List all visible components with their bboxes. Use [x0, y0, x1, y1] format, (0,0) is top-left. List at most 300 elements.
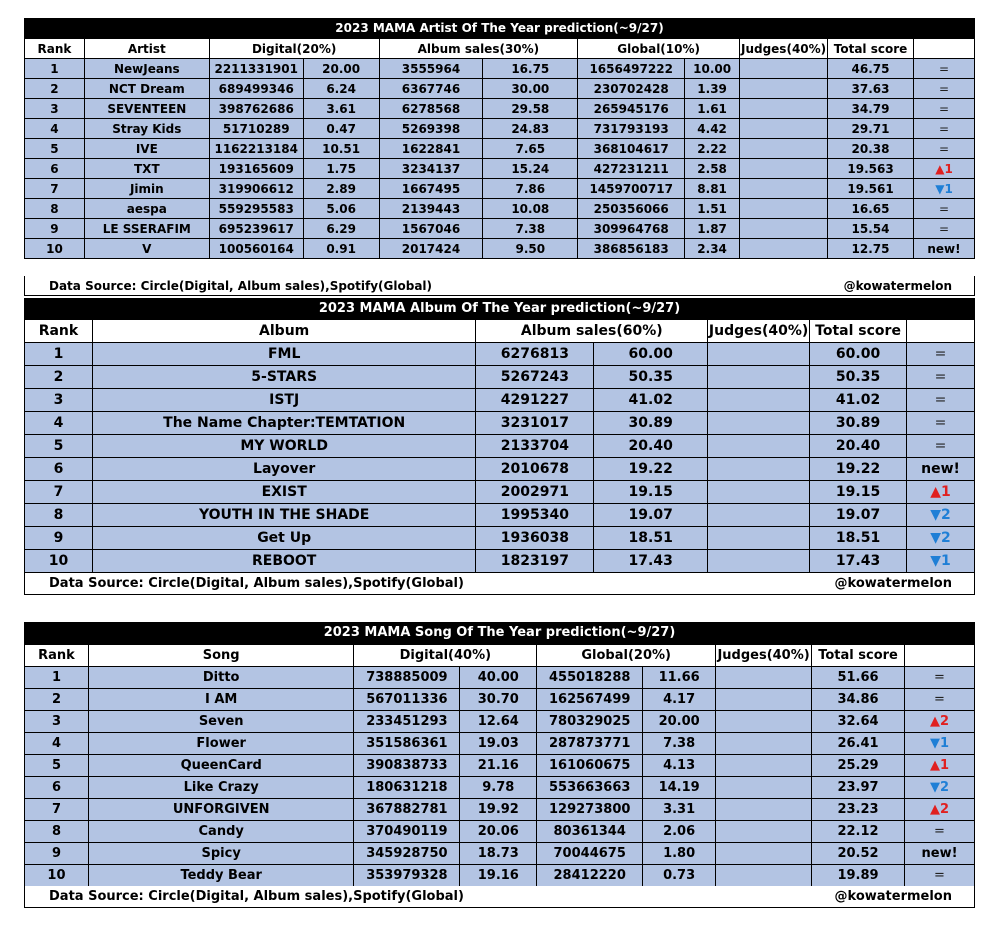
table-cell: 8	[25, 504, 93, 527]
table-cell: 23.23	[812, 799, 905, 821]
table-cell: The Name Chapter:TEMTATION	[92, 412, 476, 435]
table-row	[25, 366, 975, 389]
table-cell: 370490119	[354, 821, 460, 843]
table-cell: 233451293	[354, 711, 460, 733]
table-cell: I AM	[88, 689, 354, 711]
rank-change-cell: new!	[914, 239, 975, 259]
header-cell	[914, 39, 975, 59]
table-cell: 1.61	[685, 99, 740, 119]
artist-grid	[24, 38, 975, 259]
credit-handle: @kowatermelon	[834, 576, 952, 591]
table-cell: 16.75	[483, 59, 578, 79]
table-cell: 455018288	[537, 667, 643, 689]
table-row	[25, 527, 975, 550]
table-cell: 1.75	[303, 159, 379, 179]
table-cell: REBOOT	[92, 550, 476, 573]
table-cell: LE SSERAFIM	[84, 219, 209, 239]
table-cell: 1.80	[643, 843, 716, 865]
header-cell: Album sales(60%)	[476, 320, 708, 343]
table-cell: 9	[25, 219, 85, 239]
table-cell: Layover	[92, 458, 476, 481]
table-cell: 6.29	[303, 219, 379, 239]
table-cell: Teddy Bear	[88, 865, 354, 887]
table-cell: 398762686	[209, 99, 303, 119]
table-row	[25, 504, 975, 527]
table-cell: 19.92	[460, 799, 537, 821]
rank-change-cell: =	[905, 667, 975, 689]
rank-change-cell: ▲1	[914, 159, 975, 179]
rank-change-cell: =	[905, 865, 975, 887]
table-row	[25, 821, 975, 843]
rank-change-cell: ▲1	[907, 481, 975, 504]
rank-change-cell: ▼2	[907, 504, 975, 527]
table-cell: 20.00	[303, 59, 379, 79]
header-cell: Judges(40%)	[708, 320, 810, 343]
table-cell: 10.00	[685, 59, 740, 79]
table-cell: 21.16	[460, 755, 537, 777]
rank-change-cell: ▲2	[905, 711, 975, 733]
table-cell	[740, 199, 828, 219]
table-cell: 6278568	[379, 99, 483, 119]
table-cell: 2.58	[685, 159, 740, 179]
table-cell: 2211331901	[209, 59, 303, 79]
table-cell: aespa	[84, 199, 209, 219]
rank-change-cell: ▼1	[914, 179, 975, 199]
table-cell: 14.19	[643, 777, 716, 799]
artist-table-title: 2023 MAMA Artist Of The Year prediction(~9/27)	[24, 18, 975, 38]
table-cell: 1656497222	[578, 59, 685, 79]
table-row	[25, 179, 975, 199]
table-cell: 32.64	[812, 711, 905, 733]
rank-change-cell: ▼2	[905, 777, 975, 799]
table-cell: 7.86	[483, 179, 578, 199]
header-cell: Album	[92, 320, 476, 343]
table-cell: 7	[25, 481, 93, 504]
table-cell: 51710289	[209, 119, 303, 139]
table-cell: 2139443	[379, 199, 483, 219]
table-cell: 3555964	[379, 59, 483, 79]
table-cell: 18.51	[810, 527, 907, 550]
header-cell: Digital(20%)	[209, 39, 379, 59]
rank-change-cell: ▼1	[907, 550, 975, 573]
table-cell: 4	[25, 733, 89, 755]
header-cell: Judges(40%)	[740, 39, 828, 59]
table-row	[25, 99, 975, 119]
table-cell: UNFORGIVEN	[88, 799, 354, 821]
table-cell	[708, 389, 810, 412]
table-cell: 10	[25, 865, 89, 887]
table-cell: FML	[92, 343, 476, 366]
table-cell: 1995340	[476, 504, 594, 527]
table-cell	[708, 504, 810, 527]
table-cell: 8	[25, 199, 85, 219]
table-cell: 19.22	[810, 458, 907, 481]
table-cell	[716, 777, 812, 799]
table-cell: 2	[25, 366, 93, 389]
table-cell: NCT Dream	[84, 79, 209, 99]
table-cell	[716, 755, 812, 777]
album-grid	[24, 319, 975, 573]
artist-table-footer	[24, 276, 975, 296]
rank-change-cell: =	[914, 199, 975, 219]
table-cell: 386856183	[578, 239, 685, 259]
table-cell: 161060675	[537, 755, 643, 777]
table-header-row	[25, 39, 975, 59]
table-cell: 265945176	[578, 99, 685, 119]
table-cell: 8.81	[685, 179, 740, 199]
header-cell	[907, 320, 975, 343]
table-cell: ISTJ	[92, 389, 476, 412]
header-cell: Global(20%)	[537, 645, 716, 667]
table-cell: 22.12	[812, 821, 905, 843]
table-cell: 1667495	[379, 179, 483, 199]
rank-change-cell: =	[907, 389, 975, 412]
table-row	[25, 843, 975, 865]
table-cell: 34.86	[812, 689, 905, 711]
table-row	[25, 119, 975, 139]
table-row	[25, 755, 975, 777]
table-cell: 9	[25, 843, 89, 865]
table-row	[25, 389, 975, 412]
table-cell: 4.13	[643, 755, 716, 777]
table-cell: 25.29	[812, 755, 905, 777]
header-cell: Rank	[25, 320, 93, 343]
table-cell: 4	[25, 119, 85, 139]
table-cell: 1	[25, 59, 85, 79]
table-cell: 250356066	[578, 199, 685, 219]
table-cell	[708, 458, 810, 481]
table-cell: NewJeans	[84, 59, 209, 79]
table-cell: 3	[25, 99, 85, 119]
song-table-title: 2023 MAMA Song Of The Year prediction(~9/27)	[24, 622, 975, 644]
table-cell: 19.07	[810, 504, 907, 527]
table-cell: 0.47	[303, 119, 379, 139]
table-cell: 50.35	[594, 366, 708, 389]
table-cell	[740, 219, 828, 239]
table-cell: 368104617	[578, 139, 685, 159]
table-cell: 4291227	[476, 389, 594, 412]
table-cell: 19.16	[460, 865, 537, 887]
table-cell: 28412220	[537, 865, 643, 887]
data-source-note: Data Source: Circle(Digital, Album sales),Spotify(Global)	[49, 279, 433, 293]
table-cell: 7.38	[643, 733, 716, 755]
table-cell	[740, 119, 828, 139]
rank-change-cell: =	[907, 435, 975, 458]
table-cell: 15.24	[483, 159, 578, 179]
table-row	[25, 865, 975, 887]
header-cell: Rank	[25, 645, 89, 667]
album-table-title: 2023 MAMA Album Of The Year prediction(~9/27)	[24, 298, 975, 319]
table-cell: 6	[25, 777, 89, 799]
table-cell	[740, 79, 828, 99]
table-cell: 10	[25, 550, 93, 573]
table-row	[25, 481, 975, 504]
table-cell	[716, 733, 812, 755]
table-cell: 1.87	[685, 219, 740, 239]
table-cell: 34.79	[828, 99, 914, 119]
rank-change-cell: ▼1	[905, 733, 975, 755]
table-cell: 2010678	[476, 458, 594, 481]
table-row	[25, 667, 975, 689]
table-cell: 30.00	[483, 79, 578, 99]
table-cell	[708, 412, 810, 435]
table-cell: 17.43	[594, 550, 708, 573]
song-grid	[24, 644, 975, 887]
table-cell: 23.97	[812, 777, 905, 799]
table-cell	[716, 843, 812, 865]
table-cell: EXIST	[92, 481, 476, 504]
table-cell: 390838733	[354, 755, 460, 777]
table-cell: V	[84, 239, 209, 259]
rank-change-cell: ▲2	[905, 799, 975, 821]
table-cell: 309964768	[578, 219, 685, 239]
table-cell: Spicy	[88, 843, 354, 865]
table-cell: 17.43	[810, 550, 907, 573]
table-cell: Get Up	[92, 527, 476, 550]
table-cell: 1936038	[476, 527, 594, 550]
table-cell: 41.02	[810, 389, 907, 412]
table-cell: 50.35	[810, 366, 907, 389]
table-cell: 40.00	[460, 667, 537, 689]
table-cell: 41.02	[594, 389, 708, 412]
table-cell: Seven	[88, 711, 354, 733]
table-cell: MY WORLD	[92, 435, 476, 458]
table-cell: Candy	[88, 821, 354, 843]
table-row	[25, 799, 975, 821]
rank-change-cell: =	[905, 821, 975, 843]
table-cell: 427231211	[578, 159, 685, 179]
table-cell	[708, 550, 810, 573]
table-cell: 129273800	[537, 799, 643, 821]
table-cell: 19.22	[594, 458, 708, 481]
rank-change-cell: =	[905, 689, 975, 711]
table-cell	[708, 366, 810, 389]
table-cell: 2.06	[643, 821, 716, 843]
table-cell	[740, 99, 828, 119]
table-cell: 19.07	[594, 504, 708, 527]
table-cell: 9.78	[460, 777, 537, 799]
table-cell: 51.66	[812, 667, 905, 689]
table-cell: 7.65	[483, 139, 578, 159]
table-cell: 559295583	[209, 199, 303, 219]
table-cell: 567011336	[354, 689, 460, 711]
table-cell: 738885009	[354, 667, 460, 689]
data-source-note: Data Source: Circle(Digital, Album sales),Spotify(Global)	[49, 889, 464, 904]
table-header-row	[25, 645, 975, 667]
rank-change-cell: new!	[905, 843, 975, 865]
header-cell: Rank	[25, 39, 85, 59]
table-row	[25, 59, 975, 79]
table-cell	[740, 59, 828, 79]
table-cell	[740, 239, 828, 259]
table-cell: 4.17	[643, 689, 716, 711]
table-cell: 287873771	[537, 733, 643, 755]
table-cell: 20.06	[460, 821, 537, 843]
table-cell: 10.51	[303, 139, 379, 159]
song-table-footer	[24, 886, 975, 908]
header-cell: Total score	[828, 39, 914, 59]
table-cell: 30.89	[810, 412, 907, 435]
table-row	[25, 139, 975, 159]
table-cell: 1	[25, 667, 89, 689]
table-cell: 5-STARS	[92, 366, 476, 389]
table-cell: 180631218	[354, 777, 460, 799]
table-cell: 18.51	[594, 527, 708, 550]
table-cell: 30.89	[594, 412, 708, 435]
table-cell: 70044675	[537, 843, 643, 865]
table-cell: 8	[25, 821, 89, 843]
table-cell: 3	[25, 711, 89, 733]
table-cell: 15.54	[828, 219, 914, 239]
table-cell: 7.38	[483, 219, 578, 239]
table-cell: 10	[25, 239, 85, 259]
table-row	[25, 550, 975, 573]
table-cell: 1622841	[379, 139, 483, 159]
table-row	[25, 239, 975, 259]
table-cell: 19.15	[810, 481, 907, 504]
table-cell	[716, 799, 812, 821]
table-cell: 26.41	[812, 733, 905, 755]
table-cell: 4.42	[685, 119, 740, 139]
table-row	[25, 689, 975, 711]
table-cell: 80361344	[537, 821, 643, 843]
table-cell: 12.64	[460, 711, 537, 733]
table-cell	[716, 689, 812, 711]
table-cell: Ditto	[88, 667, 354, 689]
table-cell: 29.58	[483, 99, 578, 119]
rank-change-cell: =	[914, 119, 975, 139]
table-cell: 230702428	[578, 79, 685, 99]
table-cell: Stray Kids	[84, 119, 209, 139]
table-cell: 18.73	[460, 843, 537, 865]
table-cell	[708, 527, 810, 550]
table-cell: 20.40	[594, 435, 708, 458]
rank-change-cell: =	[907, 366, 975, 389]
table-cell: 2.34	[685, 239, 740, 259]
table-cell: 2	[25, 79, 85, 99]
table-cell: 2.89	[303, 179, 379, 199]
table-row	[25, 79, 975, 99]
rank-change-cell: =	[914, 219, 975, 239]
table-cell: 1	[25, 343, 93, 366]
table-cell: TXT	[84, 159, 209, 179]
table-cell: 20.40	[810, 435, 907, 458]
table-cell: 2.22	[685, 139, 740, 159]
table-cell: 731793193	[578, 119, 685, 139]
table-cell: 1823197	[476, 550, 594, 573]
table-cell: 46.75	[828, 59, 914, 79]
table-cell: YOUTH IN THE SHADE	[92, 504, 476, 527]
table-cell	[716, 821, 812, 843]
table-cell: 60.00	[810, 343, 907, 366]
credit-handle: @kowatermelon	[843, 279, 952, 293]
table-cell: 11.66	[643, 667, 716, 689]
table-cell: 2133704	[476, 435, 594, 458]
table-cell: 12.75	[828, 239, 914, 259]
table-cell: 30.70	[460, 689, 537, 711]
table-cell	[740, 139, 828, 159]
table-cell: 1162213184	[209, 139, 303, 159]
table-cell	[740, 159, 828, 179]
table-cell: 353979328	[354, 865, 460, 887]
table-row	[25, 199, 975, 219]
header-cell: Judges(40%)	[716, 645, 812, 667]
table-cell: 19.561	[828, 179, 914, 199]
rank-change-cell: new!	[907, 458, 975, 481]
rank-change-cell: =	[914, 79, 975, 99]
table-cell: 19.89	[812, 865, 905, 887]
table-cell: 6	[25, 159, 85, 179]
rank-change-cell: ▲1	[905, 755, 975, 777]
table-cell: 6276813	[476, 343, 594, 366]
table-cell: 7	[25, 799, 89, 821]
table-cell: 19.15	[594, 481, 708, 504]
table-cell: 3.31	[643, 799, 716, 821]
table-row	[25, 733, 975, 755]
table-cell: Like Crazy	[88, 777, 354, 799]
table-cell: 5	[25, 139, 85, 159]
table-cell: 4	[25, 412, 93, 435]
table-cell: 6367746	[379, 79, 483, 99]
table-cell: 7	[25, 179, 85, 199]
table-cell	[716, 865, 812, 887]
table-row	[25, 777, 975, 799]
table-cell: 3	[25, 389, 93, 412]
header-cell: Global(10%)	[578, 39, 740, 59]
table-cell: 37.63	[828, 79, 914, 99]
header-cell: Song	[88, 645, 354, 667]
table-cell: 695239617	[209, 219, 303, 239]
table-cell: 29.71	[828, 119, 914, 139]
table-cell: 162567499	[537, 689, 643, 711]
table-cell: 60.00	[594, 343, 708, 366]
header-cell: Digital(40%)	[354, 645, 537, 667]
table-cell	[708, 481, 810, 504]
table-cell: 1.51	[685, 199, 740, 219]
rank-change-cell: =	[914, 59, 975, 79]
header-cell	[905, 645, 975, 667]
table-cell: 3231017	[476, 412, 594, 435]
table-cell: 553663663	[537, 777, 643, 799]
table-cell: 9	[25, 527, 93, 550]
table-cell	[740, 179, 828, 199]
rank-change-cell: ▼2	[907, 527, 975, 550]
table-cell: Jimin	[84, 179, 209, 199]
table-cell: 780329025	[537, 711, 643, 733]
table-cell: 5	[25, 755, 89, 777]
table-cell: 319906612	[209, 179, 303, 199]
table-cell: 689499346	[209, 79, 303, 99]
table-cell: Flower	[88, 733, 354, 755]
table-cell: 2	[25, 689, 89, 711]
table-cell: 20.00	[643, 711, 716, 733]
table-header-row	[25, 320, 975, 343]
table-cell	[716, 711, 812, 733]
table-cell	[708, 343, 810, 366]
table-row	[25, 219, 975, 239]
table-row	[25, 435, 975, 458]
rank-change-cell: =	[914, 99, 975, 119]
table-cell: 19.563	[828, 159, 914, 179]
table-cell: IVE	[84, 139, 209, 159]
table-cell: 5267243	[476, 366, 594, 389]
album-table-footer	[24, 573, 975, 595]
header-cell: Album sales(30%)	[379, 39, 578, 59]
table-cell: 16.65	[828, 199, 914, 219]
table-cell: 5.06	[303, 199, 379, 219]
rank-change-cell: =	[914, 139, 975, 159]
table-cell: 351586361	[354, 733, 460, 755]
